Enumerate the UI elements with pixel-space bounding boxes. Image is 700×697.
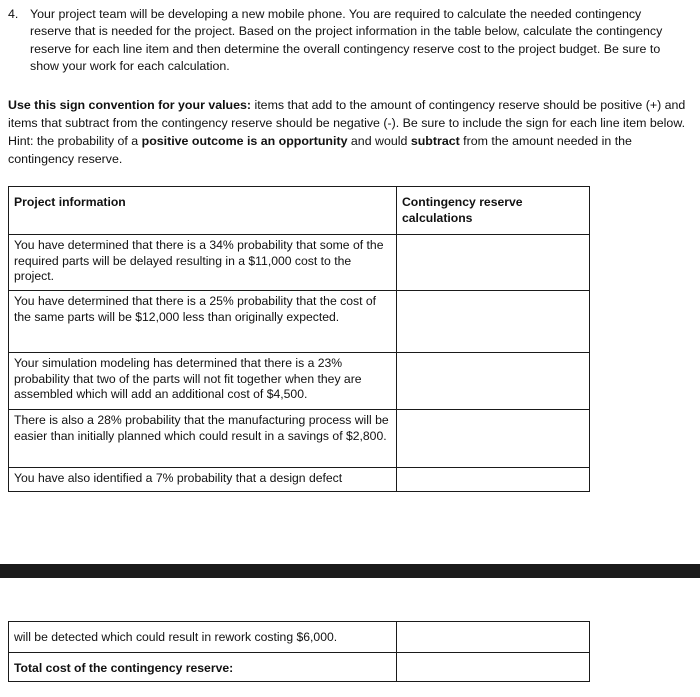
row-calc-cell[interactable] — [397, 353, 590, 410]
question-block — [8, 6, 668, 76]
row-calc-cell[interactable] — [397, 291, 590, 353]
row-info: You have determined that there is a 34% probability that some of the required parts will be delayed resulting in a $11,000 cost to the project. — [9, 235, 397, 291]
instructions-text-1: items that add to the amount of contingency reserve should be positive (+) and items that subtract from the contingency reserve should be negative (-). Be sure to include the sign for each line item below. Hint: the probability of a — [8, 98, 686, 148]
table-row-continued — [9, 622, 590, 653]
page-break-divider — [0, 564, 700, 578]
row-info: You have determined that there is a 25% probability that the cost of the same parts will be $12,000 less than originally expected. — [9, 291, 397, 353]
sign-convention-instructions — [8, 96, 688, 168]
table-row — [9, 291, 590, 353]
row-calc-cell[interactable] — [397, 235, 590, 291]
table-header-row — [9, 187, 590, 235]
row-info: will be detected which could result in rework costing $6,000. — [9, 622, 397, 653]
instructions-text-2: and would — [347, 134, 411, 148]
row-info: There is also a 28% probability that the manufacturing process will be easier than initially planned which could result in a savings of $2,800. — [9, 410, 397, 468]
instructions-bold-1: positive outcome is an opportunity — [141, 134, 348, 148]
contingency-table-continued — [8, 621, 590, 682]
contingency-table — [8, 186, 590, 492]
question-text: Your project team will be developing a new mobile phone. You are required to calculate the needed contingency reserve that is needed for the project. Based on the project information in the table below, calculate the contingency reserve for each line item and then determine the overall contingency reserve cost to the project budget. Be sure to show your work for each calculation. — [30, 7, 663, 74]
question-number: 4. — [8, 7, 19, 21]
total-label: Total cost of the contingency reserve: — [9, 653, 397, 682]
total-row — [9, 653, 590, 682]
total-calc-cell[interactable] — [397, 653, 590, 682]
table-row — [9, 353, 590, 410]
table-row — [9, 235, 590, 291]
row-calc-cell[interactable] — [397, 468, 590, 492]
row-info: Your simulation modeling has determined that there is a 23% probability that two of the parts will not fit together when they are assembled which will add an additional cost of $4,500. — [9, 353, 397, 410]
instructions-bold-2: subtract — [410, 134, 460, 148]
instructions-lead: Use this sign convention for your values: — [8, 98, 252, 112]
table-row — [9, 410, 590, 468]
row-info: You have also identified a 7% probability that a design defect — [9, 468, 397, 492]
instructions-text-3: from the amount needed in the contingency reserve. — [8, 134, 632, 166]
header-contingency-calculations: Contingency reserve calculations — [397, 187, 590, 235]
header-project-information: Project information — [9, 187, 397, 235]
row-calc-cell[interactable] — [397, 410, 590, 468]
table-row — [9, 468, 590, 492]
row-calc-cell[interactable] — [397, 622, 590, 653]
